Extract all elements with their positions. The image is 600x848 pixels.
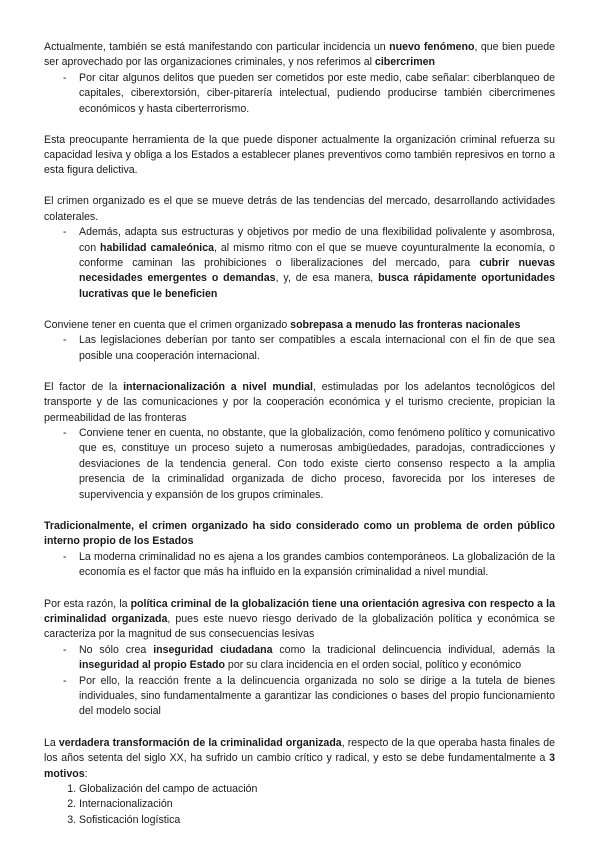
text: , respecto de la que operaba hasta finales de los años setenta del siglo XX, ha sufrido un cambio crítico y radical, y esto se debe fundamentalmente a <box>44 736 555 765</box>
paragraph-internacionalizacion <box>44 380 555 426</box>
text: , estimuladas por los adelantos tecnológicos del transporte y de las comunicaciones y por la cooperación económica y el turismo creciente, propician la permeabilidad de las fronteras <box>44 380 555 424</box>
paragraph-herramienta: Esta preocupante herramienta de la que puede disponer actualmente la organización criminal refuerza su capacidad lesiva y obliga a los Estados a establecer planes preventivos como también represivos en torno a esta figura delictiva. <box>44 133 555 177</box>
text: por su clara incidencia en el orden social, político y económico <box>224 659 522 672</box>
list-item: 3. Sofisticación logística <box>79 813 555 828</box>
text: , y, de esa manera, <box>275 272 379 285</box>
bullet-list <box>44 550 555 581</box>
list-item: - La moderna criminalidad no es ajena a los grandes cambios contemporáneos. La globalización de la economía es el factor que más ha influido en la expansión criminalidad a nivel mundial. <box>79 550 555 581</box>
text: como la tradicional delincuencia individual, además la <box>272 643 555 656</box>
bullet-list <box>44 426 555 503</box>
bold-text: cibercrimen <box>374 56 435 69</box>
text: Además, adapta sus estructuras y objetivos por medio de una flexibilidad polivalente y asombrosa, con <box>79 226 555 254</box>
text: , pues este nuevo riesgo derivado de la globalización política y económica se caracteriza por la magnitud de sus consecuencias lesivas <box>44 612 555 641</box>
text: Actualmente, también se está manifestando con particular incidencia un <box>44 41 390 53</box>
bullet-list <box>44 643 555 720</box>
text: No sólo crea <box>79 643 154 656</box>
bold-text: verdadera transformación de la criminalidad organizada <box>58 736 342 749</box>
bold-text: 3 motivos <box>44 752 555 780</box>
text: Conviene tener en cuenta que el crimen organizado <box>44 318 291 331</box>
bullet-list <box>44 71 555 117</box>
bold-text: habilidad camaleónica <box>100 241 215 254</box>
list-item: - Por citar algunos delitos que pueden ser cometidos por este medio, cabe señalar: ciberblanqueo de capitales, ciberextorsión, ciber-pitarería intelectual, pudiendo producirse también cibercrimenes económicos y hasta ciberterrorismo. <box>79 71 555 117</box>
bold-text: busca rápidamente oportunidades lucrativas que le beneficien <box>79 272 555 300</box>
bold-text: inseguridad al propio Estado <box>79 659 225 672</box>
text: El factor de la <box>44 380 124 393</box>
list-item <box>79 225 555 302</box>
document-page <box>44 40 555 828</box>
paragraph-fronteras <box>44 318 555 333</box>
paragraph-cibercrimen <box>44 40 555 71</box>
text: : <box>84 767 88 780</box>
numbered-list <box>44 782 555 828</box>
text: , al mismo ritmo con el que se mueve coyunturalmente la economía, o conforme caminan las prohibiciones o liberalizaciones del mercado, para <box>79 241 555 270</box>
text: La <box>44 736 59 749</box>
paragraph-transformacion <box>44 736 555 782</box>
bullet-list <box>44 333 555 364</box>
bold-text: política criminal de la globalización tiene una orientación agresiva con respecto a la criminalidad organizada <box>44 597 555 625</box>
bold-text: inseguridad ciudadana <box>153 643 273 656</box>
bold-text: internacionalización a nivel mundial <box>123 380 313 393</box>
list-item <box>79 643 555 674</box>
text: , que bien puede ser aprovechado por las organizaciones criminales, y nos referimos al <box>44 41 556 69</box>
bold-text: sobrepasa a menudo las fronteras nacionales <box>290 318 521 331</box>
list-item: - Conviene tener en cuenta, no obstante, que la globalización, como fenómeno político y comunicativo que es, constituye un proceso sujeto a numerosas ambigüedades, paradojas, contradicciones y desviaciones de la tendencia general. Con todo existe cierto consenso respecto a la amplia presencia de la criminalidad organizada de dicho proceso, favorecida por los intereses de supervivencia y expansión de los grupos criminales. <box>79 426 555 503</box>
bold-text: nuevo fenómeno <box>389 41 475 53</box>
list-item: 1. Globalización del campo de actuación <box>79 782 555 797</box>
paragraph-mercado: El crimen organizado es el que se mueve detrás de las tendencias del mercado, desarrollando actividades colaterales. <box>44 195 555 223</box>
list-item: - Las legislaciones deberían por tanto ser compatibles a escala internacional con el fin de que sea posible una cooperación internacional. <box>79 333 555 364</box>
bullet-list <box>44 225 555 302</box>
list-item: - Por ello, la reacción frente a la delincuencia organizada no solo se dirige a la tutela de bienes individuales, sino fundamentalmente a garantizar las condiciones o bases del propio funcionamiento del modelo social <box>79 674 555 720</box>
bold-text: cubrir nuevas necesidades emergentes o demandas <box>79 257 555 285</box>
list-item: 2. Internacionalización <box>79 797 555 812</box>
paragraph-politica-criminal <box>44 597 555 643</box>
bold-text: Tradicionalmente, el crimen organizado ha sido considerado como un problema de orden público interno propio de los Estados <box>44 519 555 548</box>
text: Por esta razón, la <box>44 597 131 610</box>
paragraph-orden-publico <box>44 519 555 550</box>
